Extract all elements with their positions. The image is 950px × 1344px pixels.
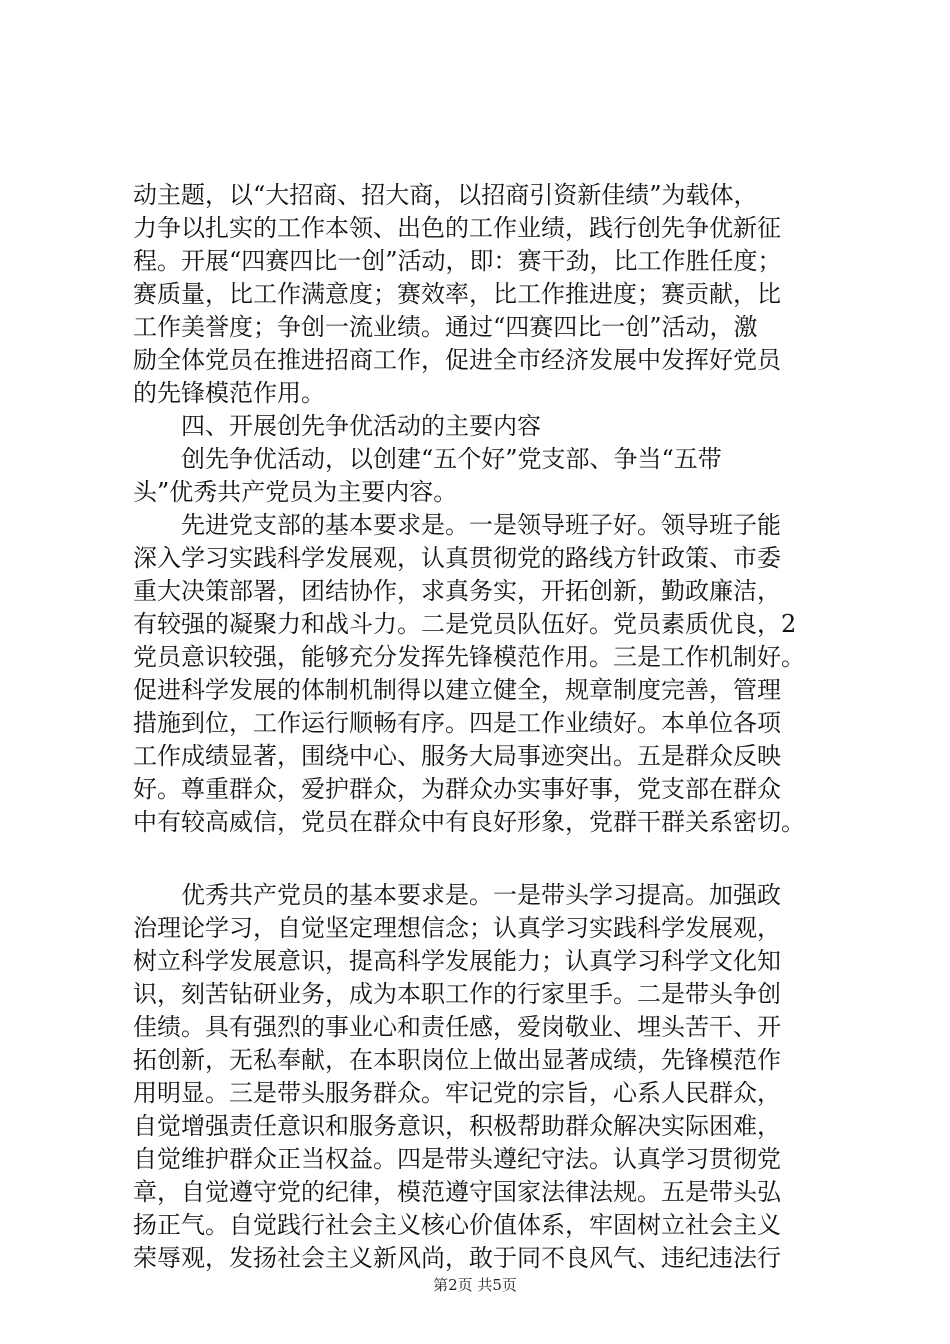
text-line: 励全体党员在推进招商工作，促进全市经济发展中发挥好党员 xyxy=(133,346,781,374)
text-line: 促进科学发展的体制机制得以建立健全，规章制度完善，管理 xyxy=(133,676,781,704)
text-line: 中有较高威信，党员在群众中有良好形象，党群干群关系密切。 xyxy=(133,808,805,836)
text-line: 深入学习实践科学发展观，认真贯彻党的路线方针政策、市委 xyxy=(133,544,781,572)
text-line: 佳绩。具有强烈的事业心和责任感，爱岗敬业、埋头苦干、开 xyxy=(133,1013,781,1041)
text-line: 用明显。三是带头服务群众。牢记党的宗旨，心系人民群众， xyxy=(133,1079,781,1107)
text-line: 有较强的凝聚力和战斗力。二是党员队伍好。党员素质优良，2 xyxy=(133,610,797,638)
section-heading: 四、开展创先争优活动的主要内容 xyxy=(133,412,541,440)
text-line: 树立科学发展意识，提高科学发展能力；认真学习科学文化知 xyxy=(133,947,781,975)
text-line: 识，刻苦钻研业务，成为本职工作的行家里手。二是带头争创 xyxy=(133,980,781,1008)
text-line: 头”优秀共产党员为主要内容。 xyxy=(133,478,458,506)
text-line: 治理论学习，自觉坚定理想信念；认真学习实践科学发展观， xyxy=(133,914,781,942)
text-line: 拓创新，无私奉献，在本职岗位上做出显著成绩，先锋模范作 xyxy=(133,1046,781,1074)
text-line: 程。开展“四赛四比一创”活动，即：赛干劲，比工作胜任度； xyxy=(133,247,782,275)
text-line: 扬正气。自觉践行社会主义核心价值体系，牢固树立社会主义 xyxy=(133,1211,781,1239)
text-line: 好。尊重群众，爱护群众，为群众办实事好事，党支部在群众 xyxy=(133,775,781,803)
page-number-footer: 第2页 共5页 xyxy=(433,1276,517,1294)
text-line: 工作美誉度；争创一流业绩。通过“四赛四比一创”活动，激 xyxy=(133,313,758,341)
text-line: 章，自觉遵守党的纪律，模范遵守国家法律法规。五是带头弘 xyxy=(133,1178,781,1206)
text-line: 的先锋模范作用。 xyxy=(133,379,325,407)
text-line: 优秀共产党员的基本要求是。一是带头学习提高。加强政 xyxy=(133,881,781,909)
text-line: 自觉维护群众正当权益。四是带头遵纪守法。认真学习贯彻党 xyxy=(133,1145,781,1173)
text-line: 创先争优活动，以创建“五个好”党支部、争当“五带 xyxy=(133,445,722,473)
text-line: 自觉增强责任意识和服务意识，积极帮助群众解决实际困难， xyxy=(133,1112,781,1140)
text-line: 荣辱观，发扬社会主义新风尚，敢于同不良风气、违纪违法行 xyxy=(133,1244,781,1272)
text-line: 力争以扎实的工作本领、出色的工作业绩，践行创先争优新征 xyxy=(133,214,781,242)
text-line: 工作成绩显著，围绕中心、服务大局事迹突出。五是群众反映 xyxy=(133,742,781,770)
text-line: 先进党支部的基本要求是。一是领导班子好。领导班子能 xyxy=(133,511,781,539)
text-line: 重大决策部署，团结协作，求真务实，开拓创新，勤政廉洁， xyxy=(133,577,781,605)
text-line: 赛质量，比工作满意度；赛效率，比工作推进度；赛贡献，比 xyxy=(133,280,781,308)
text-line: 动主题，以“大招商、招大商，以招商引资新佳绩”为载体， xyxy=(133,181,758,209)
text-line: 党员意识较强，能够充分发挥先锋模范作用。三是工作机制好。 xyxy=(133,643,805,671)
text-line: 措施到位，工作运行顺畅有序。四是工作业绩好。本单位各项 xyxy=(133,709,781,737)
